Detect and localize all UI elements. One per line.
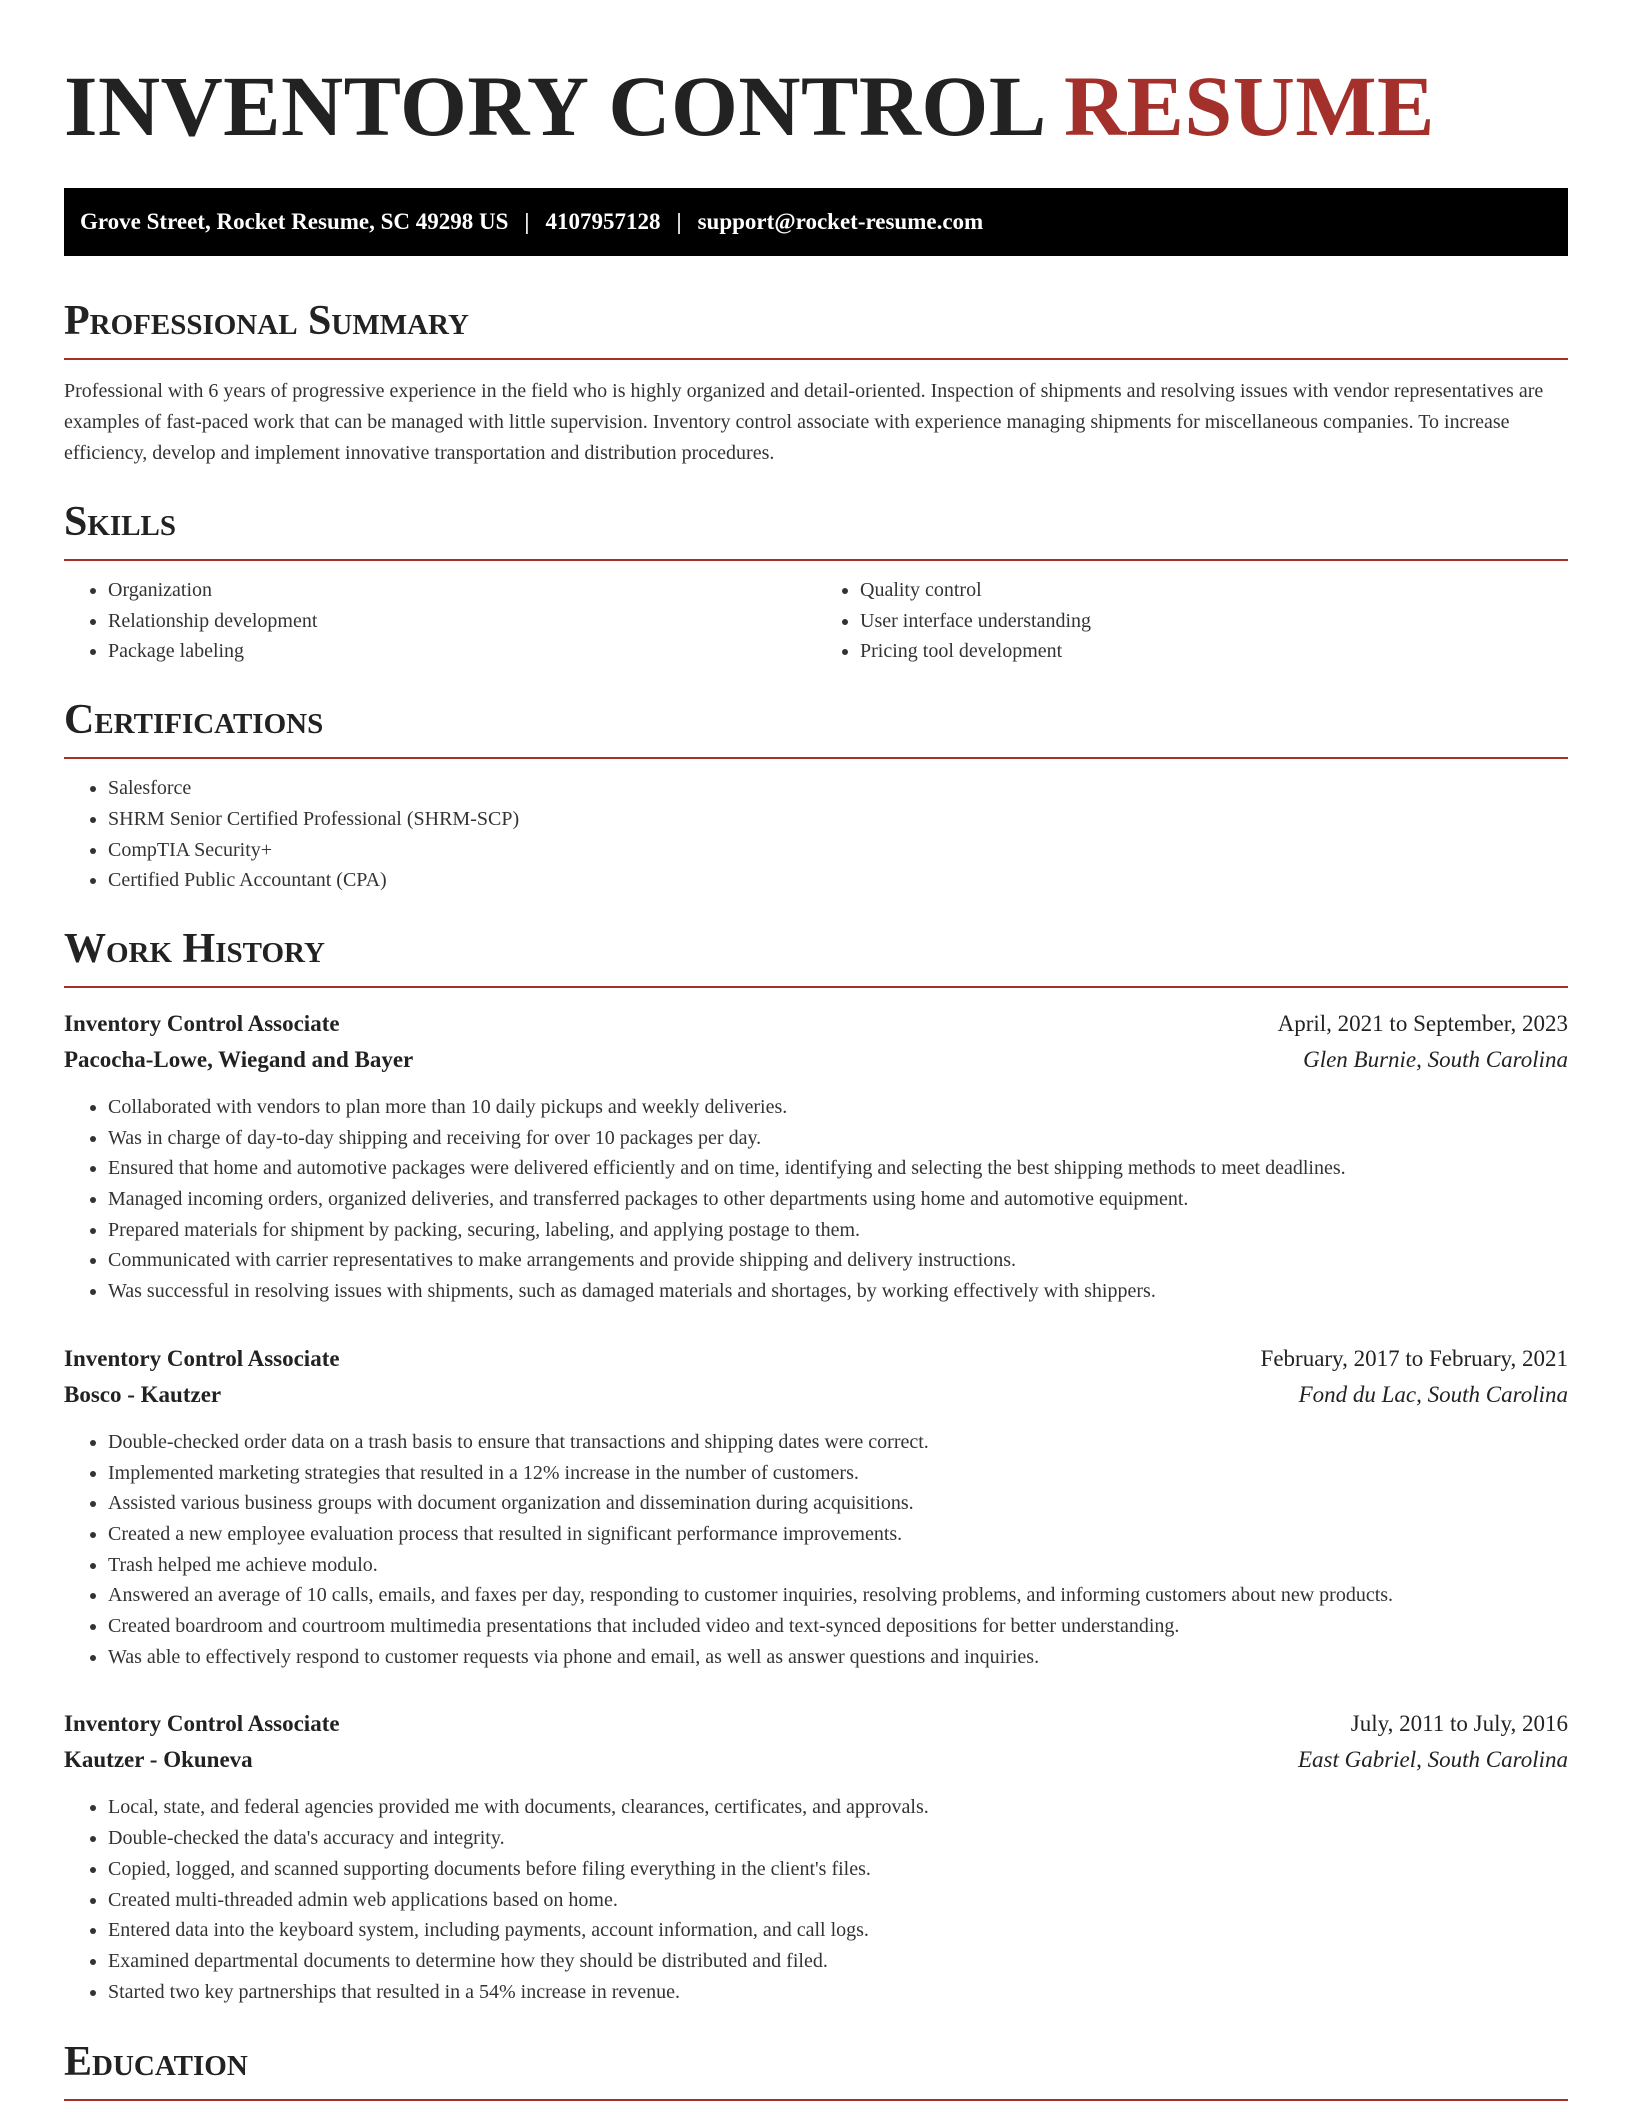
- job-duty: • Communicated with carrier representatives to make arrangements and provide shipping and delivery instructions.: [108, 1245, 1568, 1276]
- certifications-heading: Certifications: [64, 695, 1568, 759]
- summary-section: [64, 296, 1568, 469]
- job-duty: • Trash helped me achieve modulo.: [108, 1550, 1568, 1581]
- job-company: Pacocha-Lowe, Wiegand and Bayer: [64, 1046, 414, 1072]
- certifications-list: [64, 773, 1568, 896]
- skills-list-right: [816, 575, 1568, 667]
- job-duty: • Created a new employee evaluation process that resulted in significant performance improvements.: [108, 1519, 1568, 1550]
- job-duty: • Assisted various business groups with document organization and dissemination during acquisitions.: [108, 1488, 1568, 1519]
- summary-heading: Professional Summary: [64, 296, 1568, 360]
- job-location: East Gabriel, South Carolina: [1297, 1747, 1568, 1773]
- certification-item: • Salesforce: [108, 773, 1568, 804]
- job-entry: [64, 1006, 1568, 1307]
- skill-item: • Relationship development: [108, 606, 816, 637]
- job-duty: • Implemented marketing strategies that resulted in a 12% increase in the number of customers.: [108, 1458, 1568, 1489]
- skills-list-left: [64, 575, 816, 667]
- job-title: Inventory Control Associate: [64, 1711, 340, 1737]
- skill-item: • User interface understanding: [860, 606, 1568, 637]
- job-duty: • Created boardroom and courtroom multimedia presentations that included video and text-synced depositions for better understanding.: [108, 1611, 1568, 1642]
- job-dates: April, 2021 to September, 2023: [1277, 1010, 1568, 1036]
- skills-heading: Skills: [64, 497, 1568, 561]
- job-duty: • Prepared materials for shipment by packing, securing, labeling, and applying postage to them.: [108, 1215, 1568, 1246]
- job-dates: July, 2011 to July, 2016: [1350, 1711, 1568, 1737]
- job-duty: • Entered data into the keyboard system, including payments, account information, and call logs.: [108, 1915, 1568, 1946]
- job-company-row: [64, 1042, 1568, 1078]
- contact-phone: 4107957128: [545, 209, 661, 234]
- job-title: Inventory Control Associate: [64, 1345, 340, 1371]
- contact-email: support@rocket-resume.com: [697, 209, 984, 234]
- work-history-section: [64, 924, 1568, 2007]
- job-location: Glen Burnie, South Carolina: [1303, 1046, 1568, 1072]
- job-title: Inventory Control Associate: [64, 1010, 340, 1036]
- job-duty: • Answered an average of 10 calls, emails, and faxes per day, responding to customer inquiries, resolving problems, and informing customers about new products.: [108, 1580, 1568, 1611]
- education-heading: Education: [64, 2037, 1568, 2101]
- job-duty: • Local, state, and federal agencies provided me with documents, clearances, certificates, and approvals.: [108, 1792, 1568, 1823]
- skill-item: • Pricing tool development: [860, 636, 1568, 667]
- contact-address: Grove Street, Rocket Resume, SC 49298 US: [80, 209, 509, 234]
- job-company-row: [64, 1742, 1568, 1778]
- skill-item: • Organization: [108, 575, 816, 606]
- job-duty: • Was able to effectively respond to customer requests via phone and email, as well as answer questions and inquiries.: [108, 1642, 1568, 1673]
- job-duty: • Started two key partnerships that resulted in a 54% increase in revenue.: [108, 1977, 1568, 2008]
- title-main: INVENTORY CONTROL: [64, 58, 1042, 154]
- summary-text: Professional with 6 years of progressive experience in the field who is highly organized and detail-oriented. Inspection of shipments and resolving issues with vendor representatives are examples of fast-paced work that can be managed with little supervision. Inventory control associate with experience managing shipments for miscellaneous companies. To increase efficiency, develop and implement innovative transportation and distribution procedures.: [64, 380, 1544, 464]
- job-company: Kautzer - Okuneva: [64, 1747, 253, 1773]
- job-duties-list: [64, 1092, 1568, 1307]
- contact-separator: |: [524, 209, 530, 234]
- work-history-heading: Work History: [64, 924, 1568, 988]
- skills-section: [64, 497, 1568, 667]
- contact-bar: [64, 188, 1568, 256]
- job-duties-list: [64, 1792, 1568, 2007]
- contact-separator: |: [676, 209, 682, 234]
- certifications-section: [64, 695, 1568, 896]
- skill-item: • Package labeling: [108, 636, 816, 667]
- job-duty: • Examined departmental documents to determine how they should be distributed and filed.: [108, 1946, 1568, 1977]
- job-duty: • Double-checked order data on a trash basis to ensure that transactions and shipping dates were correct.: [108, 1427, 1568, 1458]
- job-duties-list: [64, 1427, 1568, 1673]
- job-duty: • Collaborated with vendors to plan more than 10 daily pickups and weekly deliveries.: [108, 1092, 1568, 1123]
- title-accent: RESUME: [1063, 58, 1435, 154]
- job-duty: • Was successful in resolving issues with shipments, such as damaged materials and shortages, by working effectively with shippers.: [108, 1276, 1568, 1307]
- job-company: Bosco - Kautzer: [64, 1381, 222, 1407]
- job-company-row: [64, 1377, 1568, 1413]
- job-duty: • Managed incoming orders, organized deliveries, and transferred packages to other departments using home and automotive equipment.: [108, 1184, 1568, 1215]
- skill-item: • Quality control: [860, 575, 1568, 606]
- certification-item: • SHRM Senior Certified Professional (SHRM-SCP): [108, 804, 1568, 835]
- job-duty: • Copied, logged, and scanned supporting documents before filing everything in the client's files.: [108, 1854, 1568, 1885]
- education-section: [64, 2037, 1568, 2101]
- job-location: Fond du Lac, South Carolina: [1298, 1381, 1568, 1407]
- job-header-row: [64, 1706, 1568, 1742]
- certification-item: • CompTIA Security+: [108, 835, 1568, 866]
- job-duty: • Created multi-threaded admin web applications based on home.: [108, 1885, 1568, 1916]
- job-duty: • Ensured that home and automotive packages were delivered efficiently and on time, identifying and selecting the best shipping methods to meet deadlines.: [108, 1153, 1568, 1184]
- job-header-row: [64, 1006, 1568, 1042]
- job-duty: • Double-checked the data's accuracy and integrity.: [108, 1823, 1568, 1854]
- job-entry: [64, 1341, 1568, 1673]
- job-duty: • Was in charge of day-to-day shipping and receiving for over 10 packages per day.: [108, 1123, 1568, 1154]
- job-dates: February, 2017 to February, 2021: [1260, 1345, 1568, 1371]
- resume-title: [64, 0, 1568, 156]
- job-header-row: [64, 1341, 1568, 1377]
- job-entry: [64, 1706, 1568, 2007]
- certification-item: • Certified Public Accountant (CPA): [108, 865, 1568, 896]
- skills-grid: [64, 561, 1568, 667]
